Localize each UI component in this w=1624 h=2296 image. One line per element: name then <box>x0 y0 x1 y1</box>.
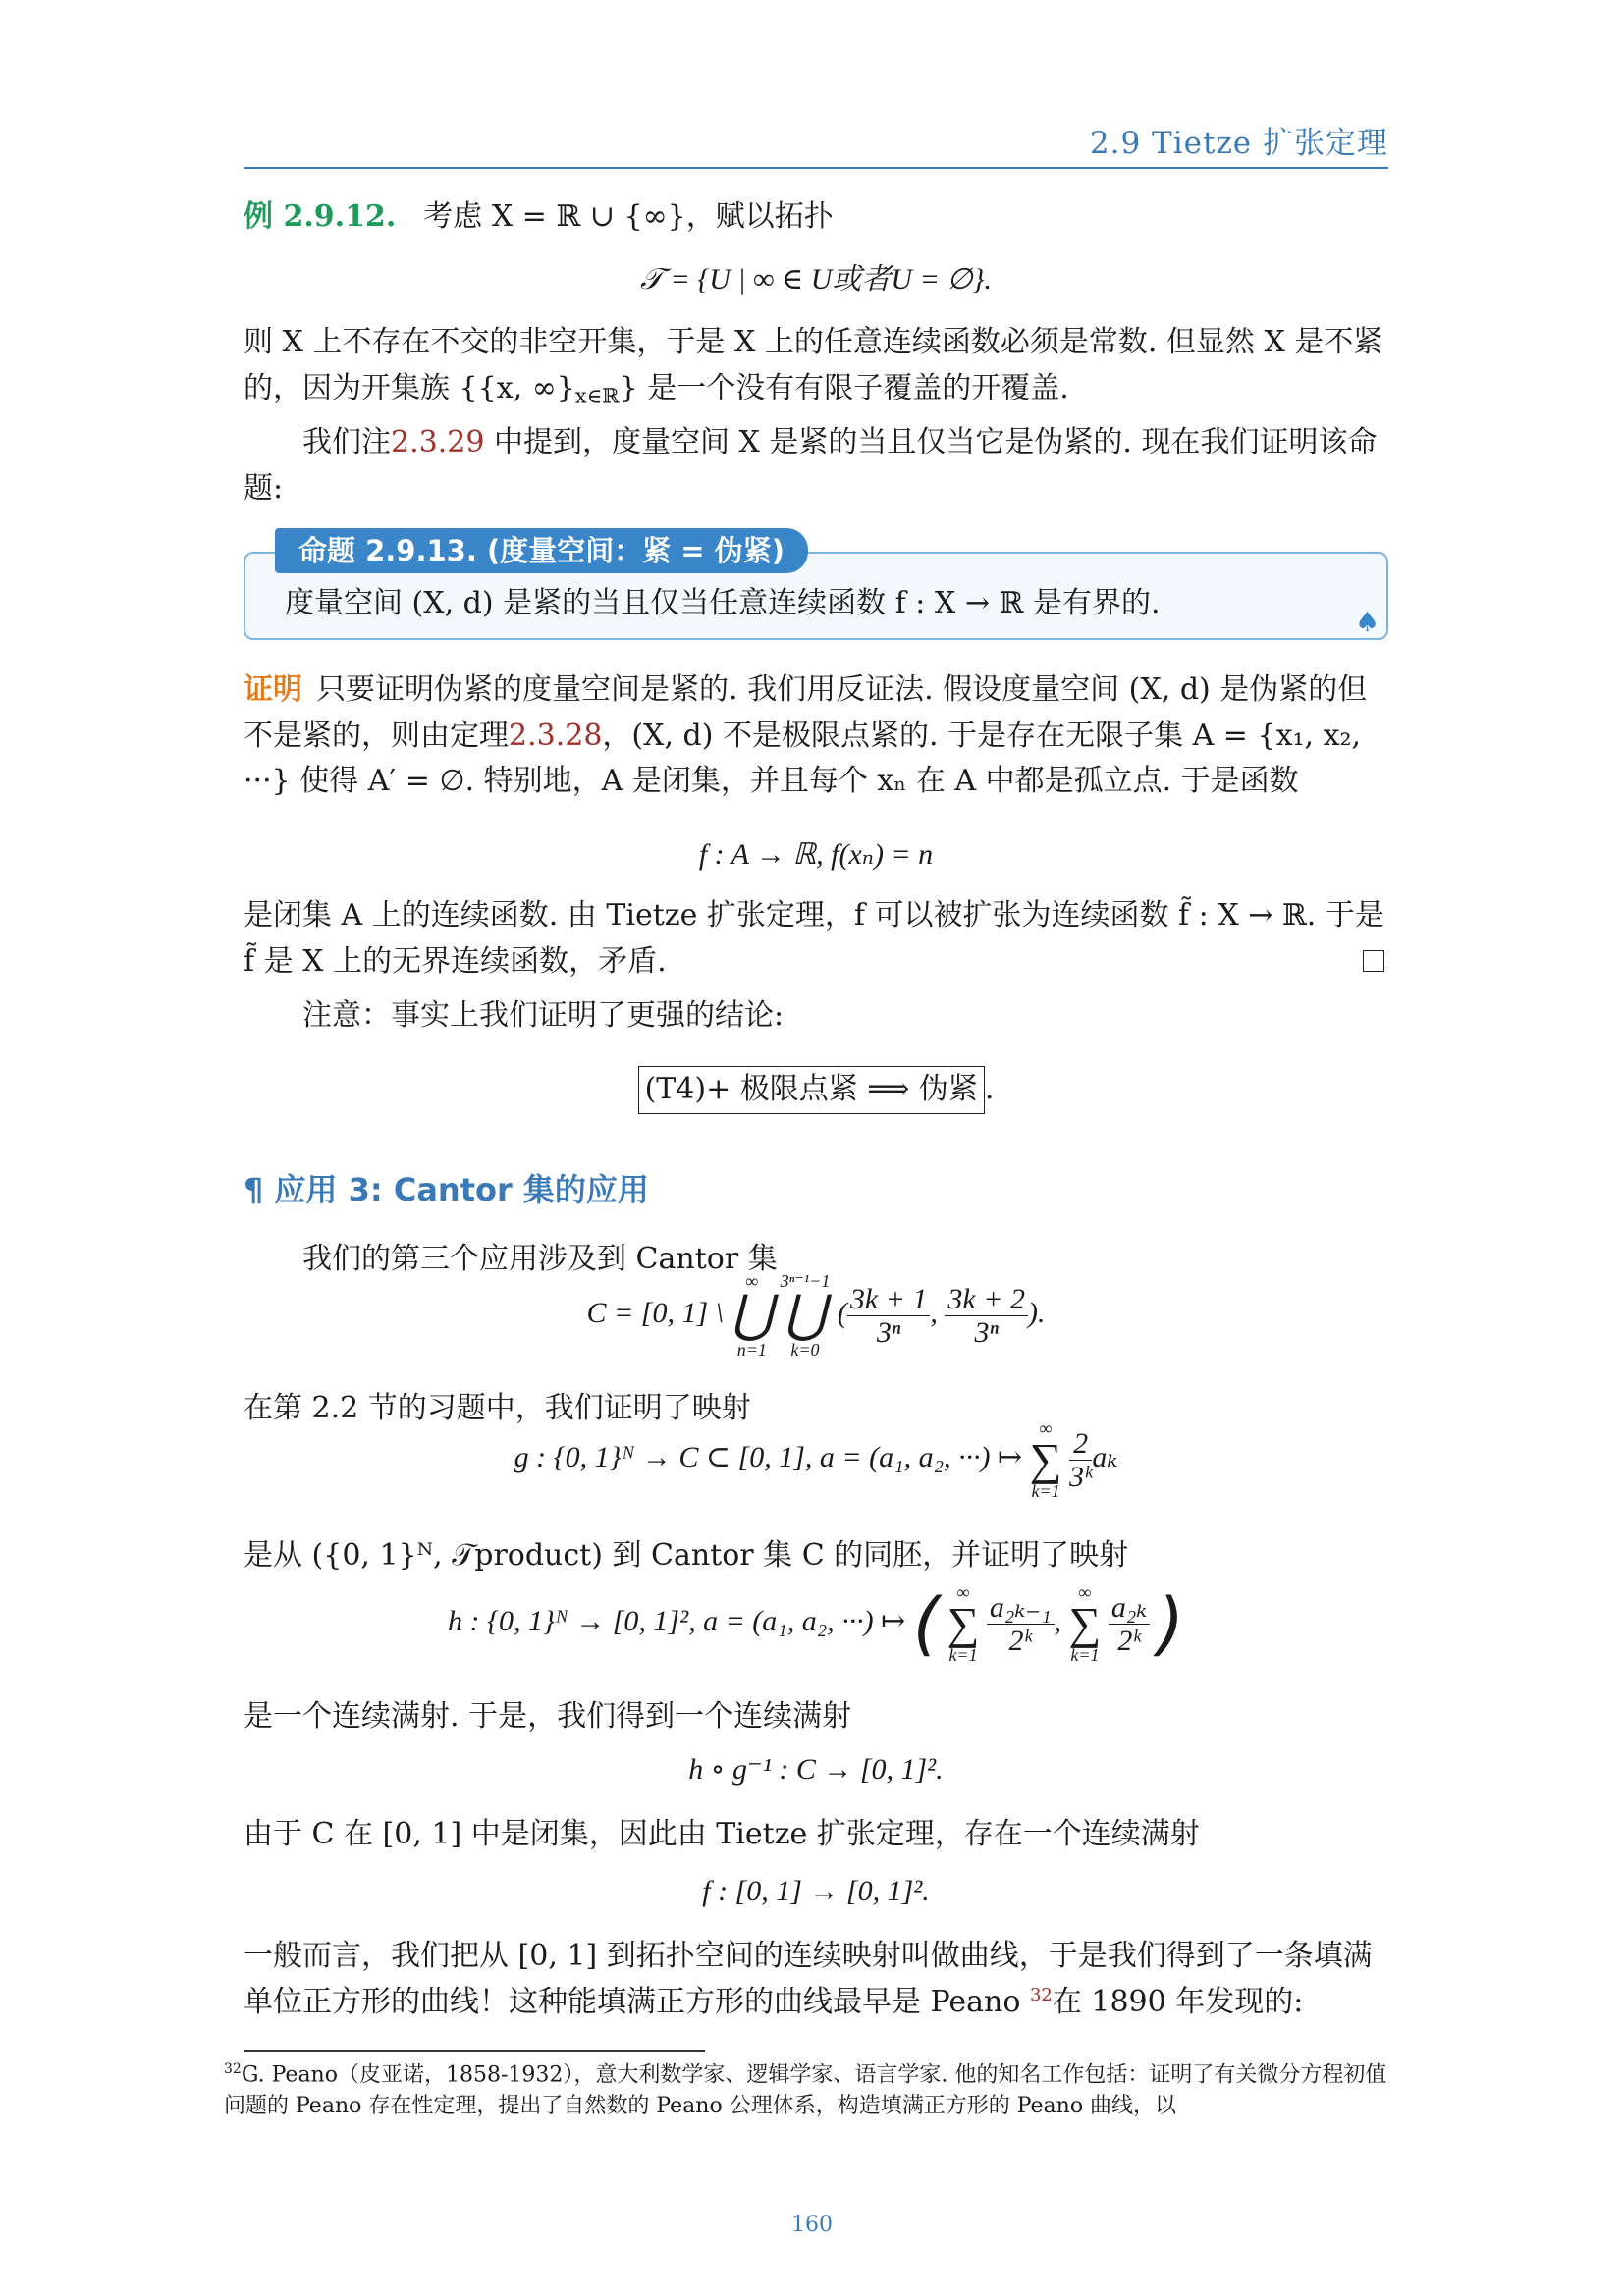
proof-formula: f : A → ℝ, f(xₙ) = n <box>698 838 934 871</box>
h-frac-2 <box>1109 1591 1150 1657</box>
cantor-frac-1 <box>847 1283 931 1349</box>
example-text-main: 则 X 上不存在不交的非空开集，于是 X 上的任意连续函数必须是常数. 但显然 X 是不紧的，因为开集族 {{x, ∞} <box>244 325 1383 405</box>
boxed-conclusion: (T4)+ 极限点紧 ⟹ 伪紧 <box>638 1066 985 1114</box>
frac1-num: 3k + 1 <box>847 1283 931 1316</box>
example-intro: 考虑 X = ℝ ∪ {∞}，赋以拓扑 <box>423 199 834 234</box>
h-sum2-bottom: k=1 <box>1070 1645 1100 1666</box>
example-text-sub: x∈ℝ <box>574 383 620 407</box>
h-formula: h : {0, 1}ᴺ → [0, 1]², a = (a₁, a₂, ···) ↦ ( ∞ ∑ k=1 $\frac{\text{a₂ₖ₋₁}}{\text{2ᵏ}}$ , ∞ ∑ k=1 $\frac{\text{a₂ₖ}}{\text{2ᵏ}}$ ) <box>447 1582 1185 1666</box>
union1-symbol: ⋃ <box>731 1287 774 1343</box>
page-number: 160 <box>791 2213 833 2237</box>
transition-paragraph <box>244 420 1388 511</box>
h-sum-1 <box>947 1583 980 1664</box>
union2-bottom: k=0 <box>790 1340 820 1360</box>
hg-formula: h ∘ g⁻¹ : C → [0, 1]². <box>688 1753 944 1786</box>
g-sum <box>1030 1419 1062 1500</box>
curve-text-b: 在 1890 年发现的: <box>1052 1984 1304 2019</box>
remark-boxed-line: (T4)+ 极限点紧 ⟹ 伪紧 . <box>244 1066 1388 1114</box>
ref-2-3-28[interactable]: 2.3.28 <box>509 718 603 753</box>
cantor-formula: C = [0, 1] \ ∞ ⋃ n=1 3ⁿ⁻¹−1 ⋃ k=0 ( $\frac{3k + 1}{\text{3ⁿ}}$ , $\frac{3k + 2}{\text{3ⁿ}}$ ). <box>586 1271 1046 1360</box>
union1-bottom: n=1 <box>736 1340 767 1360</box>
tietze-text: 由于 C 在 [0, 1] 中是闭集，因此由 Tietze 扩张定理，存在一个连续满射 <box>244 1817 1200 1851</box>
sigma2-symbol: ∑ <box>1068 1598 1102 1649</box>
proof-conclusion: 是闭集 A 上的连续函数. 由 Tietze 扩张定理，f 可以被扩张为连续函数 f̃ : X → ℝ. 于是 f̃ 是 X 上的无界连续函数，矛盾. <box>244 898 1384 979</box>
g-tail: aₖ <box>1092 1440 1118 1473</box>
h-frac2-num: a₂ₖ <box>1109 1591 1150 1625</box>
example-text <box>244 320 1388 411</box>
homeomorphism-text: 是从 ({0, 1}ᴺ, 𝒯product) 到 Cantor 集 C 的同胚，并证明了映射 <box>244 1538 1129 1573</box>
curve-paragraph <box>244 1934 1388 2025</box>
union-op-2 <box>781 1272 831 1359</box>
footnote-text: G. Peano（皮亚诺，1858-1932），意大利数学家、逻辑学家、语言学家. 他的知名工作包括：证明了有关微分方程初值问题的 Peano 存在性定理，提出了自然数的 Peano 公理体系，构造填满正方形的 Peano 曲线，以 <box>224 2062 1387 2119</box>
g-sum-bottom: k=1 <box>1031 1481 1060 1501</box>
proof-text-a: 只要证明伪紧的度量空间是紧的. 我们用反证法. 假设度量空间 (X, d) 是伪紧的但不是紧的，则由定理 <box>244 672 1368 753</box>
union-op-1 <box>731 1272 773 1359</box>
frac2-num: 3k + 2 <box>945 1283 1028 1316</box>
running-header: 2.9 Tietze 扩张定理 <box>1089 126 1388 161</box>
g-formula <box>244 1419 1388 1500</box>
example-label: 例 2.9.12. <box>244 199 397 234</box>
qed-icon <box>1363 950 1384 972</box>
remark-text: 注意：事实上我们证明了更强的结论: <box>302 998 785 1033</box>
footnote <box>224 2059 1392 2122</box>
proposition-body: 度量空间 (X, d) 是紧的当且仅当任意连续函数 f : X → ℝ 是有界的. <box>285 586 1161 620</box>
footnote-mark: 32 <box>224 2061 242 2077</box>
cantor-lhs: C = [0, 1] \ <box>586 1296 724 1329</box>
footnote-rule <box>244 2050 705 2052</box>
proposition-title: 命题 2.9.13. (度量空间：紧 = 伪紧) <box>275 528 808 573</box>
h-frac1-den: 2ᵏ <box>1008 1624 1032 1657</box>
cantor-intro: 我们的第三个应用涉及到 Cantor 集 <box>302 1242 778 1276</box>
union2-top: 3ⁿ⁻¹−1 <box>780 1271 831 1291</box>
h-sum2-top: ∞ <box>1078 1582 1092 1603</box>
g-frac-den: 3ᵏ <box>1068 1460 1093 1493</box>
header-rule <box>244 167 1388 169</box>
h-sum1-bottom: k=1 <box>948 1645 978 1666</box>
topology-formula: 𝒯 = {U | ∞ ∈ U或者U = ∅}. <box>640 263 992 295</box>
example-text-end: } 是一个没有有限子覆盖的开覆盖. <box>619 370 1069 405</box>
union1-top: ∞ <box>745 1271 759 1291</box>
cantor-frac-2 <box>945 1283 1028 1349</box>
proof-paragraph <box>244 667 1388 805</box>
spade-icon: ♠ <box>1355 606 1380 638</box>
transition-pre: 我们注 <box>302 425 391 459</box>
h-frac2-den: 2ᵏ <box>1117 1624 1141 1657</box>
frac2-den: 3ⁿ <box>974 1315 999 1349</box>
h-sum-2 <box>1069 1583 1102 1664</box>
h-frac-1 <box>987 1591 1055 1657</box>
ref-2-3-29[interactable]: 2.3.29 <box>391 425 485 459</box>
curve-text-a: 一般而言，我们把从 [0, 1] 到拓扑空间的连续映射叫做曲线，于是我们得到了一条填满单位正方形的曲线！这种能填满正方形的曲线最早是 Peano <box>244 1939 1373 2019</box>
g-frac <box>1069 1427 1092 1493</box>
h-frac1-num: a₂ₖ₋₁ <box>987 1591 1055 1625</box>
union2-symbol: ⋃ <box>784 1287 827 1343</box>
g-map: g : {0, 1}ᴺ → C ⊂ [0, 1], a = (a₁, a₂, ···) ↦ <box>514 1440 1023 1473</box>
section-title: ¶ 应用 3: Cantor 集的应用 <box>244 1171 649 1208</box>
f-formula: f : [0, 1] → [0, 1]². <box>702 1875 930 1907</box>
surjection-text: 是一个连续满射. 于是，我们得到一个连续满射 <box>244 1699 852 1734</box>
g-sum-top: ∞ <box>1039 1418 1053 1438</box>
sigma-symbol: ∑ <box>1029 1434 1062 1484</box>
g-frac-num: 2 <box>1069 1427 1092 1461</box>
transition-post: 中提到，度量空间 X 是紧的当且仅当它是伪紧的. 现在我们证明该命题: <box>244 425 1378 506</box>
h-sum1-top: ∞ <box>956 1582 970 1603</box>
sigma1-symbol: ∑ <box>947 1598 980 1649</box>
h-right-paren: ) <box>1157 1583 1185 1664</box>
footnote-ref-32[interactable]: 32 <box>1029 1984 1053 2005</box>
frac1-den: 3ⁿ <box>876 1315 901 1349</box>
proof-label: 证明 <box>244 672 302 707</box>
g-intro: 在第 2.2 节的习题中，我们证明了映射 <box>244 1391 751 1425</box>
h-left-paren: ( <box>912 1583 941 1664</box>
h-map: h : {0, 1}ᴺ → [0, 1]², a = (a₁, a₂, ···) ↦ <box>447 1605 906 1638</box>
proof-text-b: ，(X, d) 不是极限点紧的. 于是存在无限子集 A = {x₁, x₂, ···} 使得 A′ = ∅. 特别地，A 是闭集，并且每个 xₙ 在 A 中都是孤立点. 于是函数 <box>244 718 1362 798</box>
example-heading <box>244 194 1388 240</box>
